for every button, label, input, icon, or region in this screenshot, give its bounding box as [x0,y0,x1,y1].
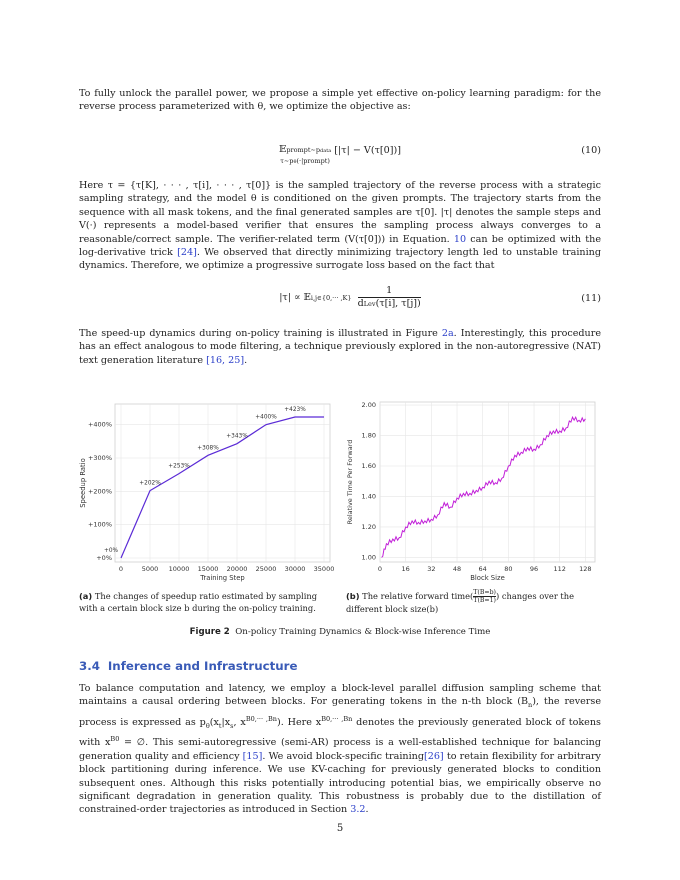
x-axis-label: Training Step [200,574,245,582]
eq10-number: (10) [581,145,601,156]
x-tick-label: 112 [553,565,566,573]
data-label: +308% [197,445,219,452]
x-tick-label: 30000 [284,565,306,573]
x-tick-label: 20000 [226,565,248,573]
fig-ref-2a[interactable]: 2a [441,328,454,339]
y-tick-label: 1.20 [361,522,376,531]
caption-b: (b) The relative forward time( $\frac{T(B=b)}{T(B=1)}$) changes over the different block size(b) [346,589,575,614]
x-axis-label: Block Size [470,574,505,582]
x-tick-label: 0 [377,565,383,573]
eq-ref-10[interactable]: 10 [453,233,467,245]
data-label: +423% [284,407,306,413]
y-tick-label: +400% [87,420,112,429]
eq10-expectation: 𝔼 [279,144,287,155]
intro-paragraph: To fully unlock the parallel power, we propose a simple yet effective on-policy learning paradigm: for the reverse process parameterized with θ, we optimize the objective as: [79,88,601,113]
x-tick-label: 10000 [168,565,190,573]
speedup-chart [75,398,335,588]
citation-26[interactable]: [26] [423,750,444,762]
section-heading: 3.4 Inference and Infrastructure [79,659,298,673]
equation-11: |τ| ∝ 𝔼i,j∈{0,··· ,K} 1 dLev(τ[i], τ[j]) (11) [279,285,601,309]
eq10-body: [|τ| − V(τ[0])] [334,145,401,156]
x-tick-label: 96 [529,565,539,573]
x-tick-label: 0 [118,565,124,573]
x-tick-label: 48 [452,565,462,573]
y-tick-label: 2.00 [361,401,376,410]
forward-time-line [382,417,586,557]
inference-paragraph: To balance computation and latency, we employ a block-level parallel diffusion sampling scheme that maintains a causal ordering between blocks. For generating tokens in the n-th block $(B_n)$, the reverse process is expressed as $p_\theta(x_t|x_s$, $x^{B0,\cdot\cdot\cdot ,Bn}$). Here $x^{B0,\cdot\cdot\cdot ,Bn}$ denotes the previously generated block of tokens with $x^{B0}$ = ∅. This semi-autoregressive (semi-AR) process is a well-established technique for balancing generation quality and efficiency [15]. We avoid block-specific training[26] to retain flexibility for arbitrary block partitioning during inference. We use KV-caching for previously generated blocks to condition subsequent ones. Although this risks potentially introducing potential bias, we empirically observe no significant degradation in generation quality. This robustness is probably due to the distillation of constrained-order trajectories as introduced in Section 3.2. [79,683,602,816]
eq11-number: (11) [581,293,601,304]
forward-time-chart [340,398,602,588]
x-tick-label: 32 [427,565,436,573]
trajectory-paragraph: Here τ = {τ[K], · · · , τ[i], · · · , τ[0]} is the sampled trajectory of the reverse process with a strategic sampling strategy, and the model θ is conditioned on the given prompts. The trajectory starts from the sequence with all mask tokens, and the final generated samples are τ[0]. |τ| denotes the sample steps and V(·) represents a model-based verifier that ensures the sampling process always converges to a reasonable/correct sample. The verifier-related term (V(τ[0])) in Equation. 10 can be optimized with the log-derivative trick [24]. We observed that directly minimizing trajectory length led to unstable training dynamics. Therefore, we optimize a progressive surrogate loss based on the fact that [79,180,601,272]
citation-16-25[interactable]: [16, 25] [206,354,245,366]
x-tick-label: 128 [579,565,592,573]
x-tick-label: 5000 [141,565,159,573]
y-tick-label: +100% [87,520,112,529]
citation-15[interactable]: [15] [242,750,263,762]
data-label: +400% [255,414,277,421]
y-tick-label: +200% [87,487,112,496]
y-tick-label: 1.80 [361,431,376,440]
x-tick-label: 64 [478,565,487,573]
caption-a: (a) The changes of speedup ratio estimated by sampling with a certain block size b during the on-policy training. [79,591,318,613]
data-label: +343% [226,433,248,440]
data-label: +253% [168,463,190,470]
speedup-paragraph: The speed-up dynamics during on-policy training is illustrated in Figure 2a. Interestingly, this procedure has an effect analogous to mode filtering, a technique previously explored in the non-autoregressive (NAT) text generation literature [16, 25]. [79,328,601,366]
x-tick-label: 16 [401,565,410,573]
x-tick-label: 80 [504,565,513,573]
y-axis-label: Relative Time Per Forward [346,439,354,525]
data-label: +0% [103,548,119,554]
y-tick-label: 1.40 [361,492,376,501]
figure-2-title: Figure 2 On-policy Training Dynamics & Block-wise Inference Time [189,627,491,637]
x-tick-label: 25000 [255,565,277,573]
y-tick-label: +300% [87,454,112,462]
equation-10: 𝔼prompt∼pdata τ∼pθ(·|prompt) [|τ| − V(τ[0])] (10) [279,144,601,165]
section-ref-3-2[interactable]: 3.2 [350,804,366,816]
citation-24[interactable]: [24] [177,247,197,259]
plot-frame [380,402,595,562]
y-tick-label: 1.00 [361,553,376,562]
speedup-line [121,414,324,558]
x-tick-label: 15000 [197,565,219,573]
y-axis-label: Speedup Ratio [79,458,87,508]
x-tick-label: 35000 [313,565,335,573]
y-tick-label: +0% [96,554,112,562]
page-number: 5 [336,823,344,834]
y-tick-label: 1.60 [361,462,376,470]
data-label: +202% [139,480,161,487]
